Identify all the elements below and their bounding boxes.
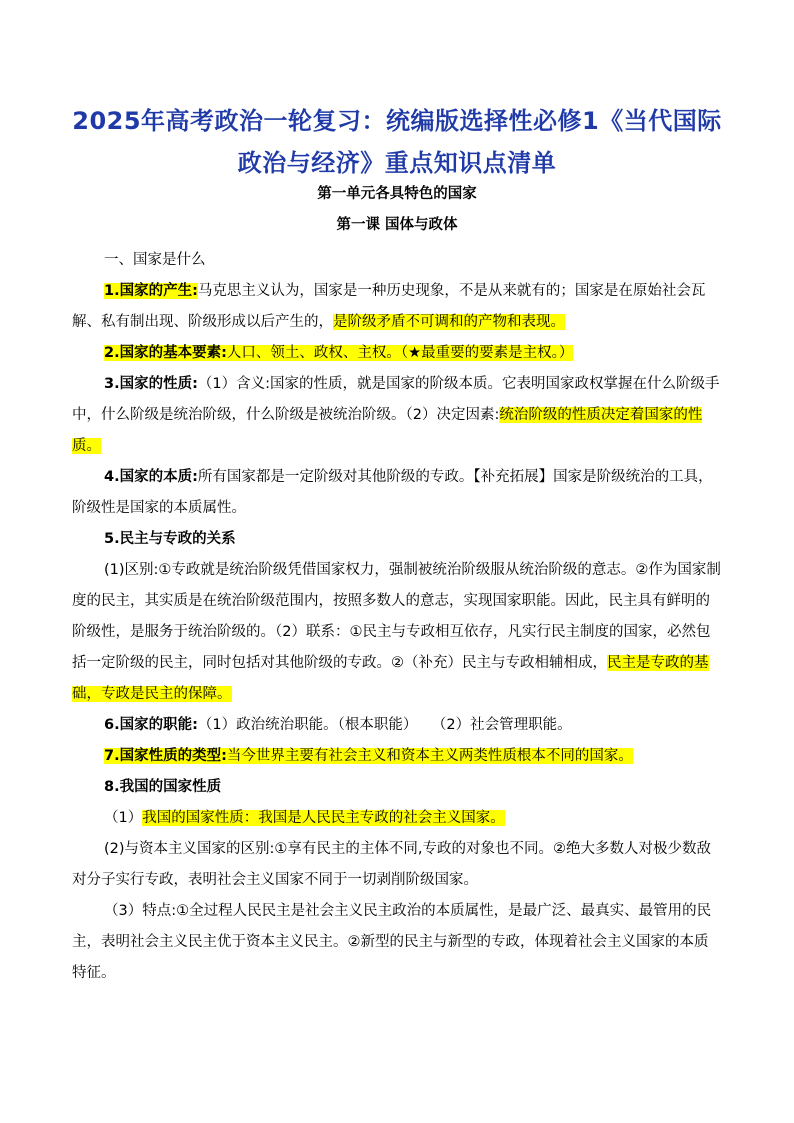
unit-heading: 第一单元各具特色的国家 [317, 186, 477, 202]
document-body [72, 245, 722, 989]
title-line-2: 政治与经济》重点知识点清单 [237, 149, 557, 177]
paragraph-8b: (2)与资本主义国家的区别:①享有民主的主体不同,专政的对象也不同。②绝大多数人对极少数敌对分子实行专政，表明社会主义国家不同于一切剥削阶级国家。 [72, 841, 712, 888]
document-title [60, 100, 734, 184]
title-line-1: 2025年高考政治一轮复习：统编版选择性必修1《当代国际 [72, 107, 722, 135]
paragraph-4 [72, 462, 722, 524]
paragraph-text: （1）含义:国家的性质，就是国家的阶级本质。它表明国家政权掌握在什么阶级手中，什么阶级是统治阶级，什么阶级是被统治阶级。（2）决定因素: [72, 376, 720, 423]
section-heading: 一、国家是什么 [104, 252, 206, 268]
paragraph-8c: （3）特点:①全过程人民民主是社会主义民主政治的本质属性，是最广泛、最真实、最管用的民主，表明社会主义民主优于资本主义民主。②新型的民主与新型的专政，体现着社会主义国家的本质特征。 [72, 903, 712, 981]
paragraph-2 [72, 338, 722, 369]
paragraph-label: 7.国家性质的类型: [104, 748, 227, 764]
highlighted-text: 统治阶级的性质决定着国家的性质。 [72, 407, 703, 454]
paragraph-label: 3.国家的性质: [104, 376, 198, 392]
paragraph-6 [72, 710, 722, 741]
paragraph-text: 所有国家都是一定阶级对其他阶级的专政。【补充拓展】国家是阶级统治的工具，阶级性是国家的本质属性。 [72, 469, 713, 516]
paragraph-text: （1）政治统治职能。（根本职能） （2）社会管理职能。 [197, 717, 572, 733]
highlighted-text: 民主是专政的基础，专政是民主的保障。 [72, 655, 709, 702]
paragraph-label: 6.国家的职能: [104, 717, 198, 733]
paragraph-label: 1.国家的产生: [104, 283, 198, 299]
highlighted-text: 我国的国家性质：我国是人民民主专政的社会主义国家。 [142, 810, 505, 826]
highlighted-text: 是阶级矛盾不可调和的产物和表现。 [333, 314, 565, 330]
lesson-heading: 第一课 国体与政体 [336, 217, 458, 233]
paragraph-text: 马克思主义认为，国家是一种历史现象，不是从来就有的；国家是在原始社会瓦解、私有制出现、阶级形成以后产生的， [72, 283, 706, 330]
paragraph-5 [72, 555, 722, 710]
paragraph-1 [72, 276, 722, 338]
paragraph-8a [72, 803, 722, 834]
paragraph-text: (1)区别:①专政就是统治阶级凭借国家权力，强制被统治阶级服从统治阶级的意志。②作为国家制度的民主，其实质是在统治阶级范围内，按照多数人的意志，实现国家职能。因此，民主具有鲜明的阶级性，是服务于统治阶级的。（2）联系：①民主与专政相互依存，凡实行民主制度的国家，必然包括一定阶级的民主，同时包括对其他阶级的专政。②（补充）民主与专政相辅相成， [72, 562, 721, 671]
paragraph-7 [72, 741, 722, 772]
highlighted-text: 当今世界主要有社会主义和资本主义两类性质根本不同的国家。 [226, 748, 633, 764]
paragraph-label: 2.国家的基本要素: [104, 345, 227, 361]
paragraph-label: 4.国家的本质: [104, 469, 198, 485]
paragraph-3 [72, 369, 722, 462]
paragraph-text: （1） [104, 810, 143, 826]
paragraph-5-heading: 5.民主与专政的关系 [104, 531, 236, 547]
paragraph-8-heading: 8.我国的国家性质 [104, 779, 222, 795]
highlighted-text: 人口、领土、政权、主权。（★最重要的要素是主权。） [226, 345, 574, 361]
